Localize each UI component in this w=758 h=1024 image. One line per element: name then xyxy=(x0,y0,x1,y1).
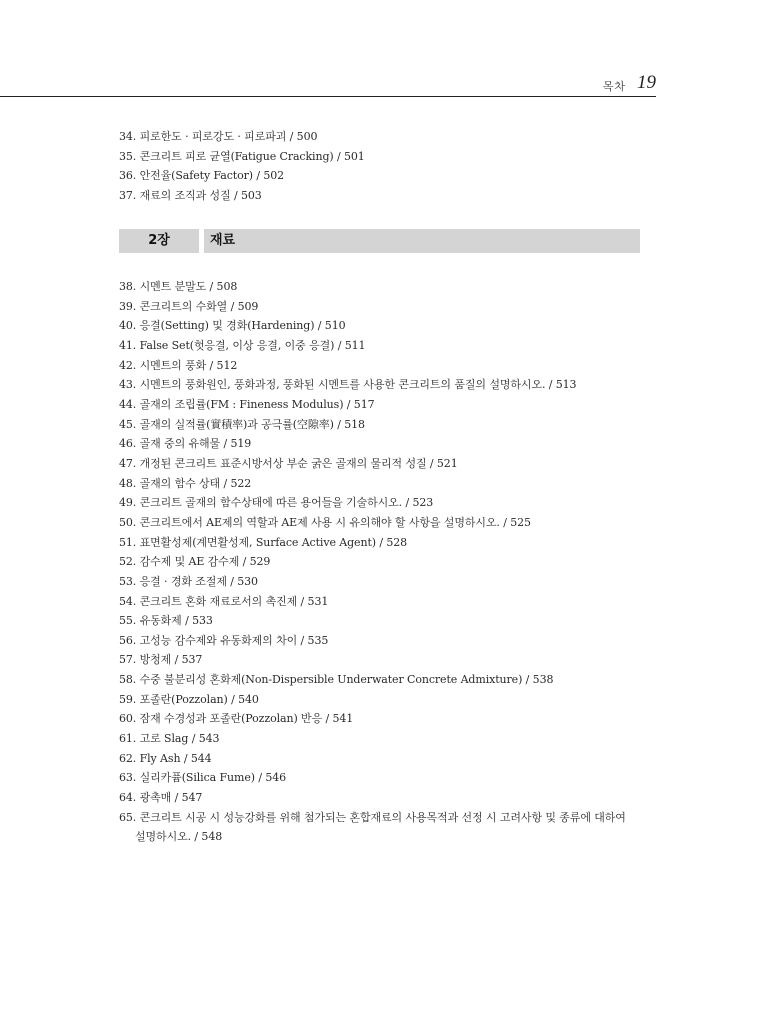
toc-item: 40. 응결(Setting) 및 경화(Hardening) / 510 xyxy=(119,319,346,333)
toc-item: 44. 골재의 조립률(FM : Fineness Modulus) / 517 xyxy=(119,397,375,411)
toc-item-continuation: 설명하시오. / 548 xyxy=(135,830,223,844)
toc-item: 53. 응결 · 경화 조절제 / 530 xyxy=(119,574,258,588)
toc-item: 56. 고성능 감수제와 유동화제의 차이 / 535 xyxy=(119,633,329,647)
toc-item: 37. 재료의 조직과 성질 / 503 xyxy=(119,188,262,202)
toc-item: 58. 수중 불분리성 혼화제(Non-Dispersible Underwater Concrete Admixture) / 538 xyxy=(119,673,554,687)
toc-item: 54. 콘크리트 혼화 재료로서의 촉진제 / 531 xyxy=(119,594,329,608)
page-header xyxy=(0,0,758,97)
toc-item: 50. 콘크리트에서 AE제의 역할과 AE제 사용 시 유의해야 할 사항을 설명하시오. / 525 xyxy=(119,515,531,529)
toc-item: 49. 콘크리트 골재의 함수상태에 따른 용어들을 기술하시오. / 523 xyxy=(119,496,434,510)
toc-item: 63. 실리카퓸(Silica Fume) / 546 xyxy=(119,771,287,785)
toc-item: 57. 방청제 / 537 xyxy=(119,653,203,667)
toc-item: 59. 포졸란(Pozzolan) / 540 xyxy=(119,692,259,706)
toc-item: 64. 광촉매 / 547 xyxy=(119,791,203,805)
toc-item: 62. Fly Ash / 544 xyxy=(119,751,212,765)
section-title: 목차 xyxy=(602,80,626,93)
toc-item: 60. 잠재 수경성과 포졸란(Pozzolan) 반응 / 541 xyxy=(119,712,354,726)
toc-item: 51. 표면활성제(계면활성제, Surface Active Agent) / 528 xyxy=(119,535,408,549)
toc-item-line: 65. 콘크리트 시공 시 성능강화를 위해 첨가되는 혼합재료의 사용목적과 선정 시 고려사항 및 종류에 대하여 xyxy=(119,810,626,824)
toc-item: 36. 안전율(Safety Factor) / 502 xyxy=(119,169,285,183)
toc-item: 42. 시멘트의 풍화 / 512 xyxy=(119,358,238,372)
toc-item: 47. 개정된 콘크리트 표준시방서상 부순 굵은 골재의 물리적 성질 / 521 xyxy=(119,456,458,470)
chapter-title: 재료 xyxy=(210,233,236,248)
toc-item: 39. 콘크리트의 수화열 / 509 xyxy=(119,299,259,313)
toc-item: 35. 콘크리트 피로 균열(Fatigue Cracking) / 501 xyxy=(119,149,365,163)
toc-list-part-2 xyxy=(119,277,659,847)
toc-item: 55. 유동화제 / 533 xyxy=(119,614,213,628)
toc-list-part-1 xyxy=(119,127,659,206)
toc-item: 43. 시멘트의 풍화원인, 풍화과정, 풍화된 시멘트를 사용한 콘크리트의 품질의 설명하시오. / 513 xyxy=(119,378,577,392)
chapter-number: 2장 xyxy=(148,233,170,248)
toc-item: 38. 시멘트 분말도 / 508 xyxy=(119,280,238,293)
chapter-heading xyxy=(119,229,640,253)
toc-item: 41. False Set(헛응결, 이상 응결, 이중 응결) / 511 xyxy=(119,338,366,352)
toc-item: 61. 고로 Slag / 543 xyxy=(119,732,220,746)
toc-item: 46. 골재 중의 유해물 / 519 xyxy=(119,437,252,451)
toc-item: 45. 골재의 실적률(實積率)과 공극률(空隙率) / 518 xyxy=(119,417,365,431)
page-number: 19 xyxy=(637,72,656,93)
toc-item-multiline xyxy=(119,808,659,847)
toc-item: 48. 골재의 함수 상태 / 522 xyxy=(119,476,252,490)
toc-item: 52. 감수제 및 AE 감수제 / 529 xyxy=(119,555,271,569)
toc-item: 34. 피로한도 · 피로강도 · 피로파괴 / 500 xyxy=(119,130,318,143)
header-rule xyxy=(0,96,656,97)
